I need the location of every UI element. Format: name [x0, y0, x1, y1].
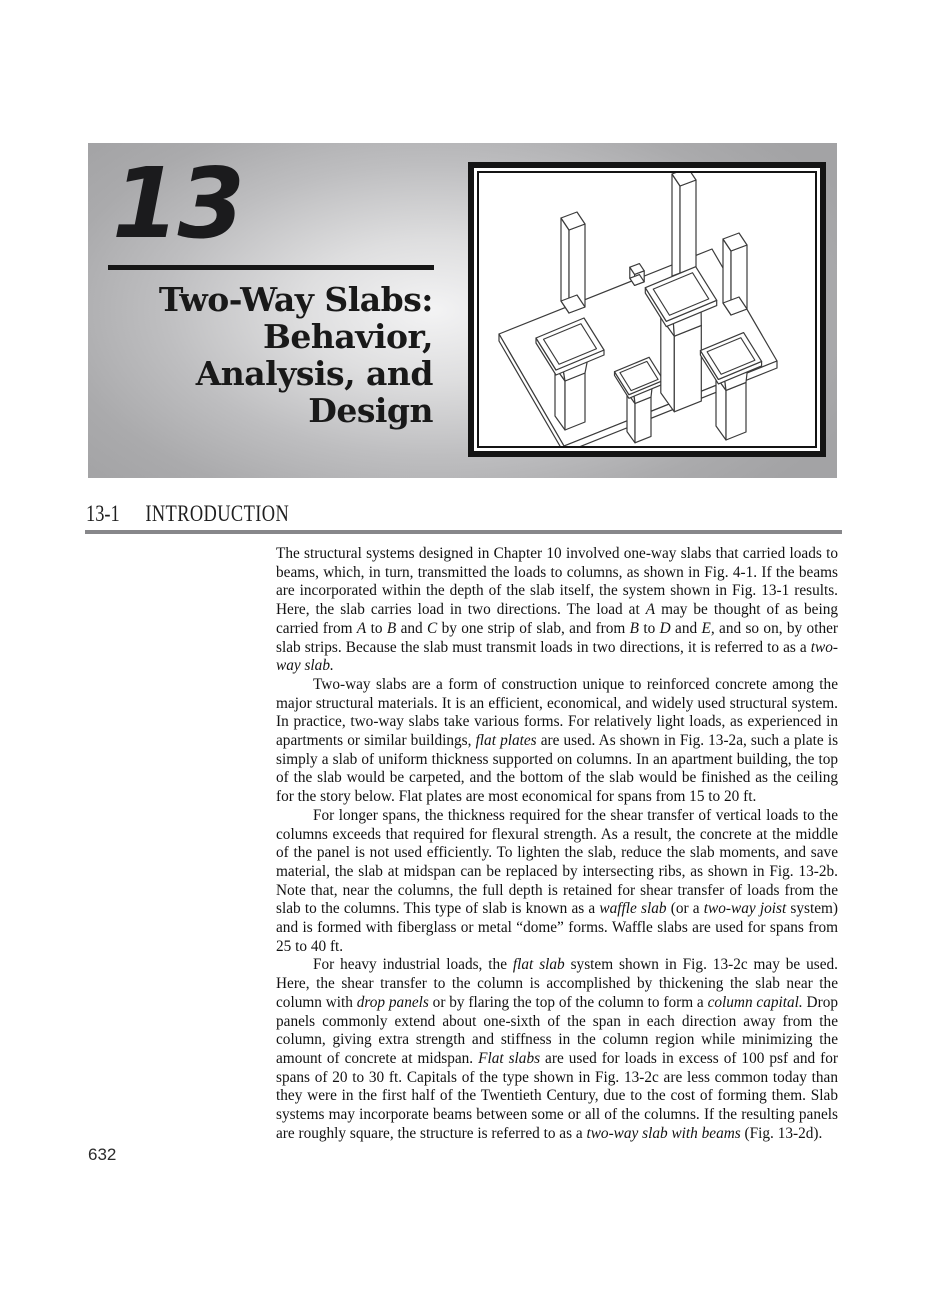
text-segment: E, [701, 619, 715, 637]
chapter-title-line: Analysis, and [195, 354, 433, 393]
figure-line [726, 382, 746, 440]
text-segment: flat plates [475, 732, 537, 750]
paragraph [276, 676, 838, 807]
text-segment: to [366, 619, 387, 637]
flat-slab-illustration [479, 173, 815, 446]
paragraph [276, 956, 838, 1143]
section-heading [86, 501, 289, 527]
text-segment: may be thought of as being carried from [276, 601, 838, 637]
text-segment: column capital. [707, 993, 803, 1011]
chapter-rule [108, 265, 434, 270]
section-number: 13-1 [86, 501, 120, 526]
paragraph [276, 807, 838, 957]
text-segment: (or a [666, 900, 704, 918]
chapter-title-line: Design [308, 391, 433, 430]
text-segment: system shown in Fig. 13-2c may be used. Here, the shear transfer to the column is accomplished by thickening the slab near the column with [276, 956, 838, 1011]
chapter-title-line: Two-Way Slabs: [158, 280, 433, 319]
text-segment: A [645, 601, 656, 619]
chapter-figure-frame [468, 162, 826, 457]
text-segment: two-way slab with beams [586, 1124, 741, 1142]
text-segment: two-way slab. [276, 638, 838, 675]
text-segment: flat slab [512, 956, 565, 974]
text-segment: For heavy industrial loads, the [313, 956, 513, 974]
text-segment: are used. As shown in Fig. 13-2a, such a plate is simply a slab of uniform thickness supported on columns. In an apartment building, the top of the slab would be carpeted, and the bottom of the slab would be finished as the ceiling for the story below. Flat plates are most economical for spans from 15 to 20 ft. [276, 732, 839, 806]
text-segment: The structural systems designed in Chapter 10 involved one-way slabs that carried loads to beams, which, in turn, transmitted the loads to columns, as shown in Fig. 4-1. If the beams are incorporated within the depth of the slab itself, the system shown in Fig. 13-1 results. Here, the slab carries load in two directions. The load at [276, 545, 838, 619]
text-segment: (Fig. 13-2d). [740, 1124, 823, 1142]
text-segment: are used for loads in excess of 100 psf and for spans of 20 to 30 ft. Capitals of the type shown in Fig. 13-2c are less common today than they were in the first half of the Twentieth Century, due to the cost of forming them. Slab systems may incorporate beams between some or all of the columns. If the resulting panels are roughly square, the structure is referred to as a [276, 1049, 838, 1142]
text-segment: B [386, 619, 397, 637]
section-rule [85, 530, 842, 534]
text-segment: D [659, 619, 671, 637]
chapter-banner [88, 143, 837, 478]
chapter-title [88, 281, 433, 429]
text-segment: B [629, 619, 640, 637]
text-segment: and [670, 619, 702, 637]
text-segment: Two-way slabs are a form of construction unique to reinforced concrete among the major structural materials. It is an efficient, economical, and widely used structural system. In practice, two-way slabs take various forms. For relatively light loads, as experienced in apartments or similar buildings, [276, 675, 838, 750]
figure-line [565, 373, 585, 430]
figure-line [672, 174, 680, 288]
chapter-number: 13 [112, 147, 243, 260]
text-segment: by one strip of slab, and from [437, 619, 630, 637]
text-segment: For longer spans, the thickness required for the shear transfer of vertical loads to the columns exceeds that required for flexural strength. As a result, the concrete at the middle of the panel is not used efficiently. To lighten the slab, reduce the slab moments, and save material, the slab at midspan can be replaced by intersecting ribs, as shown in Fig. 13-2b. Note that, near the columns, the full depth is retained for shear transfer of loads from the slab to the columns. This type of slab is known as a [276, 806, 838, 918]
text-segment: and [396, 619, 428, 637]
text-segment: A [356, 619, 367, 637]
text-segment: and so on, by other slab strips. Because the slab must transmit loads in two directions, it is referred to as a [276, 619, 838, 656]
chapter-title-line: Behavior, [263, 317, 433, 356]
section-title: INTRODUCTION [145, 501, 290, 526]
text-segment: waffle slab [599, 900, 667, 918]
paragraph [276, 545, 838, 676]
text-segment: system) and is formed with fiberglass or metal “dome” forms. Waffle slabs are used for spans from 25 to 40 ft. [276, 900, 838, 955]
text-segment: drop panels [356, 993, 429, 1011]
body-text [276, 545, 838, 1144]
text-segment: or by flaring the top of the column to form a [428, 993, 708, 1011]
text-segment: to [639, 619, 660, 637]
text-segment: Flat slabs [478, 1049, 541, 1067]
page-number: 632 [88, 1145, 117, 1164]
chapter-figure [477, 171, 817, 448]
figure-line [674, 325, 701, 411]
text-segment: two-way joist [703, 900, 787, 918]
figure-line [635, 397, 651, 443]
text-segment: Drop panels commonly extend about one-sixth of the span in each direction away from the column, giving extra strength and stiffness in the column region while minimizing the amount of concrete at midspan. [276, 993, 838, 1067]
text-segment: C [427, 619, 438, 637]
